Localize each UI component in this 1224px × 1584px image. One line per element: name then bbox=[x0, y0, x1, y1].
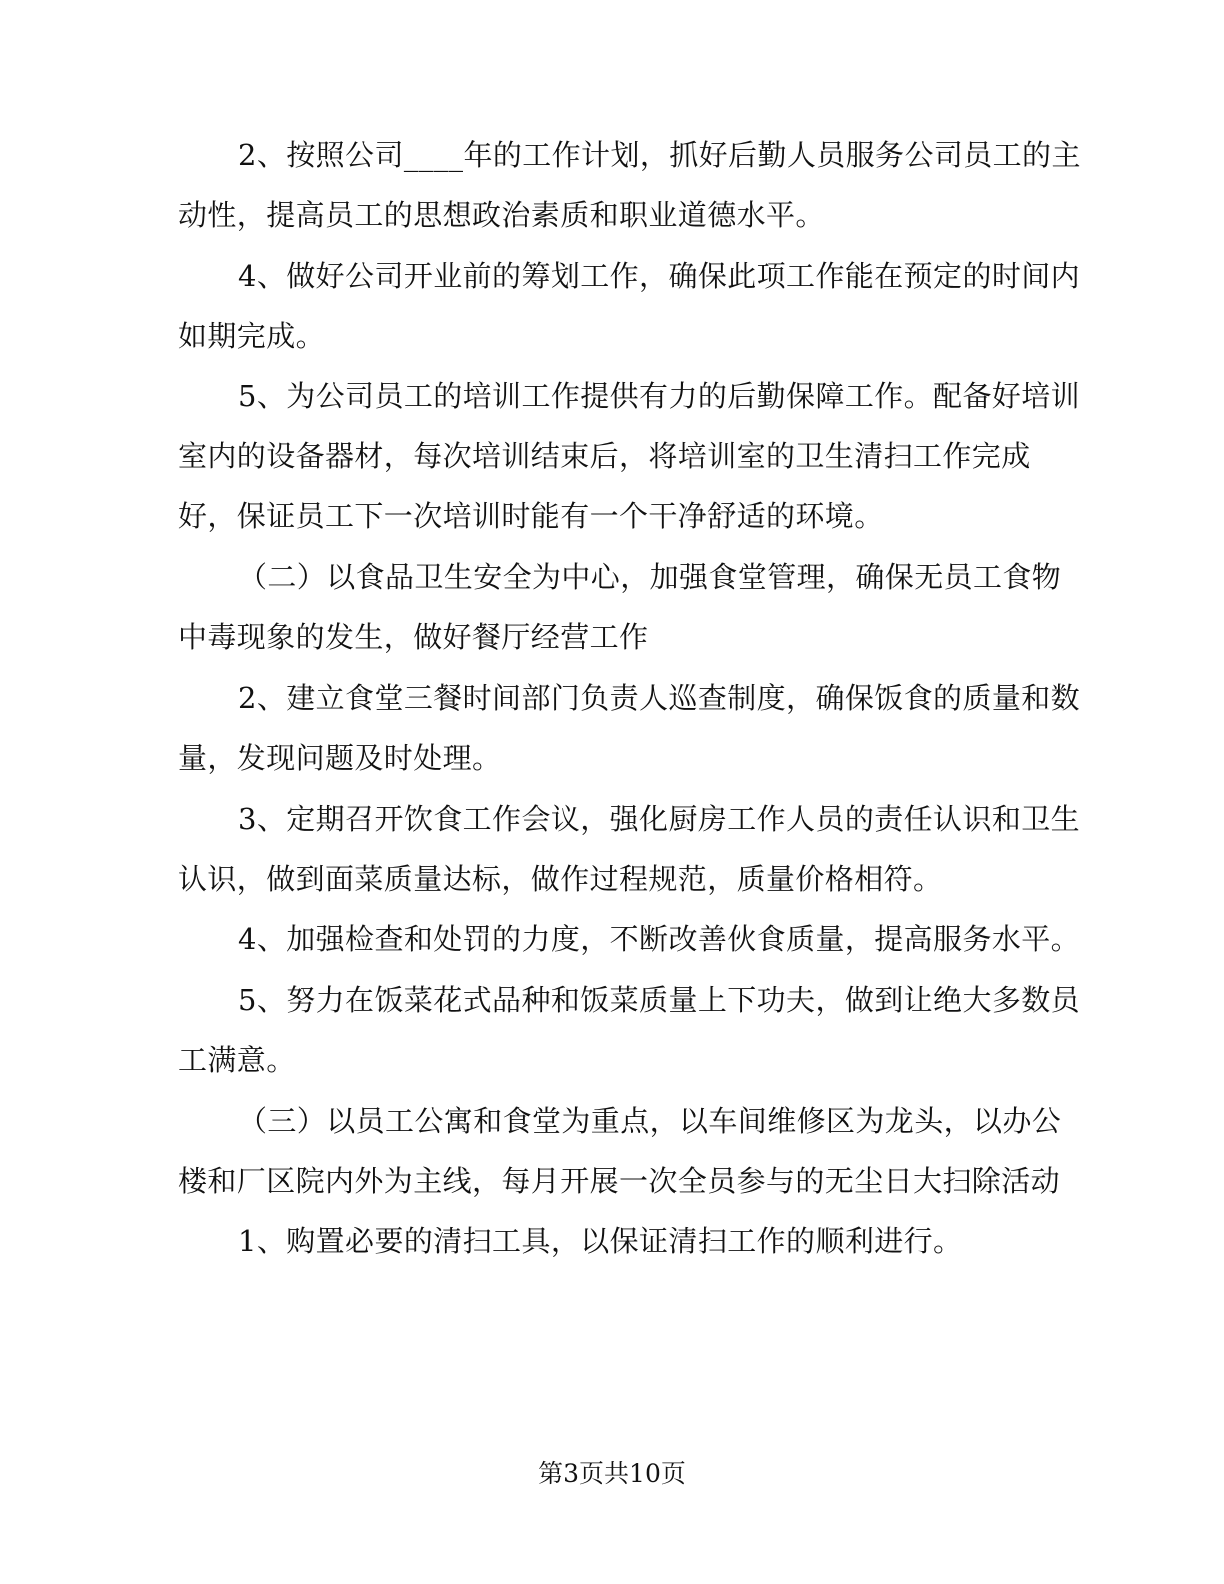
text-line: 4、做好公司开业前的筹划工作，确保此项工作能在预定的时间内 bbox=[238, 259, 1081, 293]
section-heading-continued: 楼和厂区院内外为主线，每月开展一次全员参与的无尘日大扫除活动 bbox=[178, 1164, 1061, 1198]
page-number: 第3页共10页 bbox=[538, 1459, 686, 1488]
text-line: 量，发现问题及时处理。 bbox=[178, 741, 502, 775]
text-line: 认识，做到面菜质量达标，做作过程规范，质量价格相符。 bbox=[178, 862, 943, 896]
text-line: 4、加强检查和处罚的力度，不断改善伙食质量，提高服务水平。 bbox=[238, 922, 1081, 956]
section-heading-continued: 中毒现象的发生，做好餐厅经营工作 bbox=[178, 620, 649, 654]
section-heading: （二）以食品卫生安全为中心，加强食堂管理，确保无员工食物 bbox=[238, 560, 1062, 594]
section-heading: （三）以员工公寓和食堂为重点，以车间维修区为龙头，以办公 bbox=[238, 1104, 1062, 1138]
text-line: 动性，提高员工的思想政治素质和职业道德水平。 bbox=[178, 198, 825, 232]
text-line: 3、定期召开饮食工作会议，强化厨房工作人员的责任认识和卫生 bbox=[238, 802, 1081, 836]
text-line: 1、购置必要的清扫工具，以保证清扫工作的顺利进行。 bbox=[238, 1224, 963, 1258]
text-line: 5、努力在饭菜花式品种和饭菜质量上下功夫，做到让绝大多数员 bbox=[238, 983, 1081, 1017]
text-line: 如期完成。 bbox=[178, 319, 326, 353]
text-line: 好，保证员工下一次培训时能有一个干净舒适的环境。 bbox=[178, 499, 884, 533]
text-line: 工满意。 bbox=[178, 1043, 296, 1077]
text-line: 2、按照公司____年的工作计划，抓好后勤人员服务公司员工的主 bbox=[238, 138, 1081, 172]
text-line: 室内的设备器材，每次培训结束后，将培训室的卫生清扫工作完成 bbox=[178, 439, 1031, 473]
text-line: 5、为公司员工的培训工作提供有力的后勤保障工作。配备好培训 bbox=[238, 379, 1081, 413]
text-line: 2、建立食堂三餐时间部门负责人巡查制度，确保饭食的质量和数 bbox=[238, 681, 1081, 715]
